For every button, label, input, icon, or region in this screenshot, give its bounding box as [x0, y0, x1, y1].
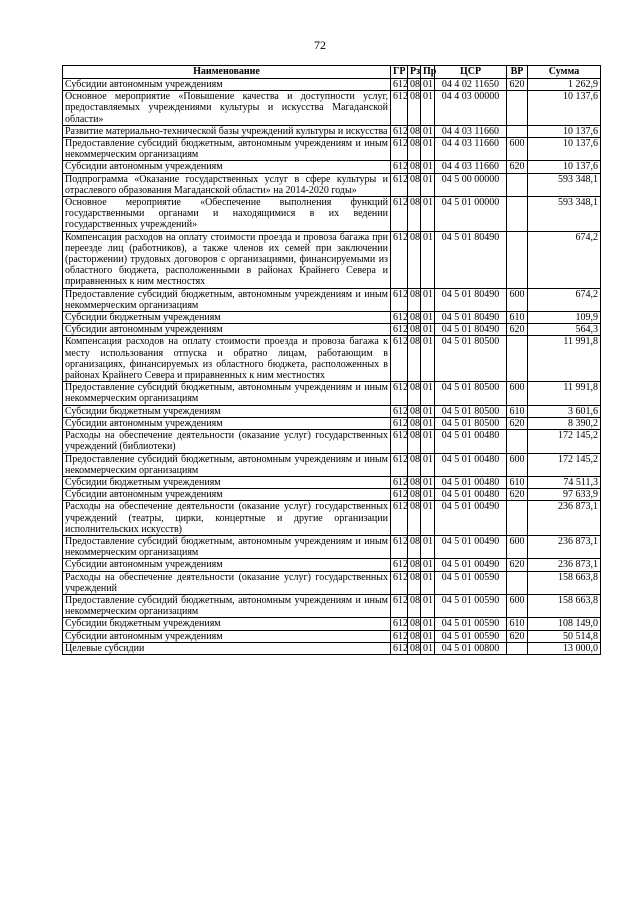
cell-gr: 612 — [391, 173, 408, 196]
cell-rz: 08 — [408, 405, 421, 417]
cell-rz: 08 — [408, 173, 421, 196]
cell-vr — [507, 125, 528, 137]
cell-name: Субсидии автономным учреждениям — [63, 630, 391, 642]
cell-gr: 612 — [391, 125, 408, 137]
cell-pr: 01 — [421, 382, 435, 405]
cell-pr: 01 — [421, 476, 435, 488]
cell-vr: 620 — [507, 417, 528, 429]
cell-rz: 08 — [408, 197, 421, 232]
table-row — [63, 559, 601, 571]
table-row — [63, 453, 601, 476]
cell-sum: 674,2 — [528, 288, 601, 311]
header-pr: Пр — [421, 66, 435, 79]
cell-gr: 612 — [391, 312, 408, 324]
cell-name: Субсидии бюджетным учреждениям — [63, 476, 391, 488]
cell-gr: 612 — [391, 630, 408, 642]
cell-name: Субсидии автономным учреждениям — [63, 161, 391, 173]
cell-vr: 620 — [507, 324, 528, 336]
cell-vr — [507, 197, 528, 232]
cell-csr: 04 5 01 00490 — [435, 535, 507, 558]
cell-vr — [507, 336, 528, 382]
cell-rz: 08 — [408, 453, 421, 476]
cell-name: Субсидии автономным учреждениям — [63, 324, 391, 336]
cell-sum: 3 601,6 — [528, 405, 601, 417]
table-row — [63, 288, 601, 311]
table-row — [63, 197, 601, 232]
cell-vr: 620 — [507, 559, 528, 571]
cell-sum: 10 137,6 — [528, 161, 601, 173]
cell-vr — [507, 173, 528, 196]
cell-pr: 01 — [421, 417, 435, 429]
cell-csr: 04 4 03 00000 — [435, 91, 507, 126]
cell-csr: 04 5 01 00490 — [435, 559, 507, 571]
cell-rz: 08 — [408, 91, 421, 126]
table-row — [63, 336, 601, 382]
cell-rz: 08 — [408, 336, 421, 382]
cell-sum: 11 991,8 — [528, 382, 601, 405]
cell-rz: 08 — [408, 125, 421, 137]
cell-pr: 01 — [421, 642, 435, 654]
cell-sum: 97 633,9 — [528, 489, 601, 501]
table-row — [63, 125, 601, 137]
cell-sum: 10 137,6 — [528, 125, 601, 137]
cell-gr: 612 — [391, 79, 408, 91]
table-row — [63, 312, 601, 324]
cell-name: Предоставление субсидий бюджетным, автономным учреждениям и иным некоммерческим организациям — [63, 288, 391, 311]
table-row — [63, 571, 601, 594]
cell-gr: 612 — [391, 430, 408, 453]
table-header — [63, 66, 601, 79]
cell-csr: 04 5 01 00590 — [435, 571, 507, 594]
cell-csr: 04 5 01 00490 — [435, 501, 507, 536]
cell-gr: 612 — [391, 453, 408, 476]
cell-pr: 01 — [421, 324, 435, 336]
cell-pr: 01 — [421, 79, 435, 91]
table-row — [63, 161, 601, 173]
cell-name: Развитие материально-технической базы учреждений культуры и искусства — [63, 125, 391, 137]
cell-name: Компенсация расходов на оплату стоимости проезда и провоза багажа при переезде лиц (работников), а также членов их семей при заключении (расторжении) трудовых договоров с организациями, финансируемыми из областного бюджета, расположенными в районах Крайнего Севера и приравненных к ним местностях — [63, 231, 391, 288]
header-row — [63, 66, 601, 79]
table-row — [63, 382, 601, 405]
cell-vr: 610 — [507, 476, 528, 488]
cell-name: Целевые субсидии — [63, 642, 391, 654]
header-rz: Рз — [408, 66, 421, 79]
cell-rz: 08 — [408, 417, 421, 429]
cell-csr: 04 4 03 11660 — [435, 125, 507, 137]
cell-gr: 612 — [391, 336, 408, 382]
table-row — [63, 231, 601, 288]
cell-sum: 236 873,1 — [528, 559, 601, 571]
cell-rz: 08 — [408, 642, 421, 654]
cell-csr: 04 5 01 80490 — [435, 312, 507, 324]
cell-gr: 612 — [391, 288, 408, 311]
cell-gr: 612 — [391, 571, 408, 594]
table-row — [63, 79, 601, 91]
cell-gr: 612 — [391, 161, 408, 173]
cell-pr: 01 — [421, 288, 435, 311]
cell-gr: 612 — [391, 489, 408, 501]
table-row — [63, 405, 601, 417]
cell-sum: 236 873,1 — [528, 535, 601, 558]
cell-rz: 08 — [408, 231, 421, 288]
cell-pr: 01 — [421, 559, 435, 571]
cell-sum: 158 663,8 — [528, 594, 601, 617]
cell-csr: 04 5 01 00000 — [435, 197, 507, 232]
cell-rz: 08 — [408, 535, 421, 558]
cell-vr — [507, 501, 528, 536]
cell-gr: 612 — [391, 138, 408, 161]
cell-vr: 600 — [507, 138, 528, 161]
cell-vr — [507, 571, 528, 594]
cell-csr: 04 5 01 00480 — [435, 430, 507, 453]
cell-vr — [507, 430, 528, 453]
cell-pr: 01 — [421, 138, 435, 161]
table-row — [63, 138, 601, 161]
header-gr: ГР — [391, 66, 408, 79]
cell-pr: 01 — [421, 173, 435, 196]
cell-name: Расходы на обеспечение деятельности (оказание услуг) государственных учреждений (театры, цирки, концертные и другие организации исполнительских искусств) — [63, 501, 391, 536]
table-row — [63, 173, 601, 196]
cell-rz: 08 — [408, 288, 421, 311]
cell-rz: 08 — [408, 618, 421, 630]
cell-rz: 08 — [408, 324, 421, 336]
cell-vr: 600 — [507, 594, 528, 617]
cell-pr: 01 — [421, 630, 435, 642]
cell-rz: 08 — [408, 382, 421, 405]
cell-pr: 01 — [421, 489, 435, 501]
cell-name: Субсидии бюджетным учреждениям — [63, 405, 391, 417]
cell-gr: 612 — [391, 476, 408, 488]
cell-sum: 1 262,9 — [528, 79, 601, 91]
table-body — [63, 79, 601, 655]
cell-gr: 612 — [391, 618, 408, 630]
cell-vr: 620 — [507, 489, 528, 501]
cell-rz: 08 — [408, 79, 421, 91]
cell-csr: 04 5 01 00480 — [435, 489, 507, 501]
cell-gr: 612 — [391, 535, 408, 558]
table-row — [63, 618, 601, 630]
cell-pr: 01 — [421, 405, 435, 417]
cell-csr: 04 5 01 00480 — [435, 476, 507, 488]
table-row — [63, 430, 601, 453]
cell-vr: 620 — [507, 161, 528, 173]
cell-name: Субсидии бюджетным учреждениям — [63, 312, 391, 324]
cell-pr: 01 — [421, 125, 435, 137]
cell-csr: 04 5 01 80490 — [435, 288, 507, 311]
cell-sum: 108 149,0 — [528, 618, 601, 630]
cell-rz: 08 — [408, 476, 421, 488]
cell-gr: 612 — [391, 91, 408, 126]
cell-name: Субсидии автономным учреждениям — [63, 559, 391, 571]
cell-csr: 04 5 01 00590 — [435, 630, 507, 642]
table-row — [63, 476, 601, 488]
cell-name: Основное мероприятие «Обеспечение выполнения функций государственными органами и находящимися в их ведении государственных учреждений» — [63, 197, 391, 232]
cell-sum: 10 137,6 — [528, 138, 601, 161]
cell-pr: 01 — [421, 161, 435, 173]
cell-rz: 08 — [408, 571, 421, 594]
cell-pr: 01 — [421, 197, 435, 232]
table-row — [63, 324, 601, 336]
cell-pr: 01 — [421, 336, 435, 382]
cell-gr: 612 — [391, 197, 408, 232]
cell-pr: 01 — [421, 501, 435, 536]
cell-name: Предоставление субсидий бюджетным, автономным учреждениям и иным некоммерческим организациям — [63, 535, 391, 558]
cell-sum: 109,9 — [528, 312, 601, 324]
cell-gr: 612 — [391, 594, 408, 617]
table-row — [63, 501, 601, 536]
page-number: 72 — [314, 38, 326, 52]
cell-csr: 04 4 03 11660 — [435, 161, 507, 173]
table-row — [63, 594, 601, 617]
cell-vr: 600 — [507, 288, 528, 311]
cell-gr: 612 — [391, 642, 408, 654]
cell-rz: 08 — [408, 630, 421, 642]
table-row — [63, 489, 601, 501]
cell-csr: 04 4 03 11660 — [435, 138, 507, 161]
cell-csr: 04 4 02 11650 — [435, 79, 507, 91]
cell-sum: 11 991,8 — [528, 336, 601, 382]
cell-gr: 612 — [391, 382, 408, 405]
cell-rz: 08 — [408, 501, 421, 536]
cell-csr: 04 5 01 80490 — [435, 231, 507, 288]
cell-csr: 04 5 01 00800 — [435, 642, 507, 654]
cell-pr: 01 — [421, 312, 435, 324]
cell-pr: 01 — [421, 453, 435, 476]
cell-pr: 01 — [421, 430, 435, 453]
cell-vr: 600 — [507, 382, 528, 405]
cell-sum: 8 390,2 — [528, 417, 601, 429]
cell-vr — [507, 231, 528, 288]
cell-sum: 10 137,6 — [528, 91, 601, 126]
cell-sum: 50 514,8 — [528, 630, 601, 642]
cell-name: Субсидии бюджетным учреждениям — [63, 618, 391, 630]
cell-vr: 620 — [507, 630, 528, 642]
cell-csr: 04 5 01 80490 — [435, 324, 507, 336]
cell-vr — [507, 91, 528, 126]
cell-gr: 612 — [391, 405, 408, 417]
cell-csr: 04 5 01 80500 — [435, 382, 507, 405]
cell-sum: 674,2 — [528, 231, 601, 288]
cell-rz: 08 — [408, 138, 421, 161]
cell-csr: 04 5 01 00590 — [435, 594, 507, 617]
cell-pr: 01 — [421, 571, 435, 594]
cell-pr: 01 — [421, 535, 435, 558]
cell-rz: 08 — [408, 594, 421, 617]
cell-name: Субсидии автономным учреждениям — [63, 79, 391, 91]
cell-vr: 610 — [507, 405, 528, 417]
cell-sum: 593 348,1 — [528, 173, 601, 196]
cell-csr: 04 5 01 80500 — [435, 405, 507, 417]
cell-vr: 600 — [507, 453, 528, 476]
cell-rz: 08 — [408, 430, 421, 453]
cell-csr: 04 5 00 00000 — [435, 173, 507, 196]
cell-sum: 593 348,1 — [528, 197, 601, 232]
cell-name: Субсидии автономным учреждениям — [63, 489, 391, 501]
cell-pr: 01 — [421, 618, 435, 630]
cell-sum: 172 145,2 — [528, 430, 601, 453]
cell-name: Предоставление субсидий бюджетным, автономным учреждениям и иным некоммерческим организациям — [63, 138, 391, 161]
table-row — [63, 630, 601, 642]
cell-name: Предоставление субсидий бюджетным, автономным учреждениям и иным некоммерческим организациям — [63, 382, 391, 405]
cell-pr: 01 — [421, 91, 435, 126]
header-name: Наименование — [63, 66, 391, 79]
cell-name: Предоставление субсидий бюджетным, автономным учреждениям и иным некоммерческим организациям — [63, 594, 391, 617]
cell-gr: 612 — [391, 417, 408, 429]
table-row — [63, 642, 601, 654]
header-sum: Сумма — [528, 66, 601, 79]
cell-sum: 172 145,2 — [528, 453, 601, 476]
cell-csr: 04 5 01 80500 — [435, 417, 507, 429]
cell-sum: 74 511,3 — [528, 476, 601, 488]
cell-csr: 04 5 01 00480 — [435, 453, 507, 476]
cell-gr: 612 — [391, 324, 408, 336]
cell-name: Предоставление субсидий бюджетным, автономным учреждениям и иным некоммерческим организациям — [63, 453, 391, 476]
cell-pr: 01 — [421, 594, 435, 617]
cell-name: Компенсация расходов на оплату стоимости проезда и провоза багажа к месту использования отпуска и обратно лицам, работающим в организациях, финансируемых из областного бюджета, расположенных в районах Крайнего Севера и приравненных к ним местностях — [63, 336, 391, 382]
cell-sum: 236 873,1 — [528, 501, 601, 536]
cell-vr: 620 — [507, 79, 528, 91]
cell-pr: 01 — [421, 231, 435, 288]
cell-csr: 04 5 01 00590 — [435, 618, 507, 630]
cell-name: Подпрограмма «Оказание государственных услуг в сфере культуры и отраслевого образования Магаданской области» на 2014-2020 годы» — [63, 173, 391, 196]
budget-table — [62, 65, 601, 655]
cell-vr: 600 — [507, 535, 528, 558]
cell-sum: 564,3 — [528, 324, 601, 336]
cell-rz: 08 — [408, 559, 421, 571]
cell-gr: 612 — [391, 501, 408, 536]
cell-name: Основное мероприятие «Повышение качества и доступности услуг, предоставляемых учреждениями культуры и искусства Магаданской области» — [63, 91, 391, 126]
cell-rz: 08 — [408, 312, 421, 324]
cell-gr: 612 — [391, 231, 408, 288]
cell-rz: 08 — [408, 489, 421, 501]
cell-sum: 13 000,0 — [528, 642, 601, 654]
header-vr: ВР — [507, 66, 528, 79]
cell-gr: 612 — [391, 559, 408, 571]
table-row — [63, 417, 601, 429]
cell-vr: 610 — [507, 312, 528, 324]
cell-name: Расходы на обеспечение деятельности (оказание услуг) государственных учреждений — [63, 571, 391, 594]
cell-vr: 610 — [507, 618, 528, 630]
header-csr: ЦСР — [435, 66, 507, 79]
cell-name: Субсидии автономным учреждениям — [63, 417, 391, 429]
cell-name: Расходы на обеспечение деятельности (оказание услуг) государственных учреждений (библиотеки) — [63, 430, 391, 453]
table-row — [63, 91, 601, 126]
cell-vr — [507, 642, 528, 654]
cell-rz: 08 — [408, 161, 421, 173]
cell-sum: 158 663,8 — [528, 571, 601, 594]
cell-csr: 04 5 01 80500 — [435, 336, 507, 382]
table-row — [63, 535, 601, 558]
